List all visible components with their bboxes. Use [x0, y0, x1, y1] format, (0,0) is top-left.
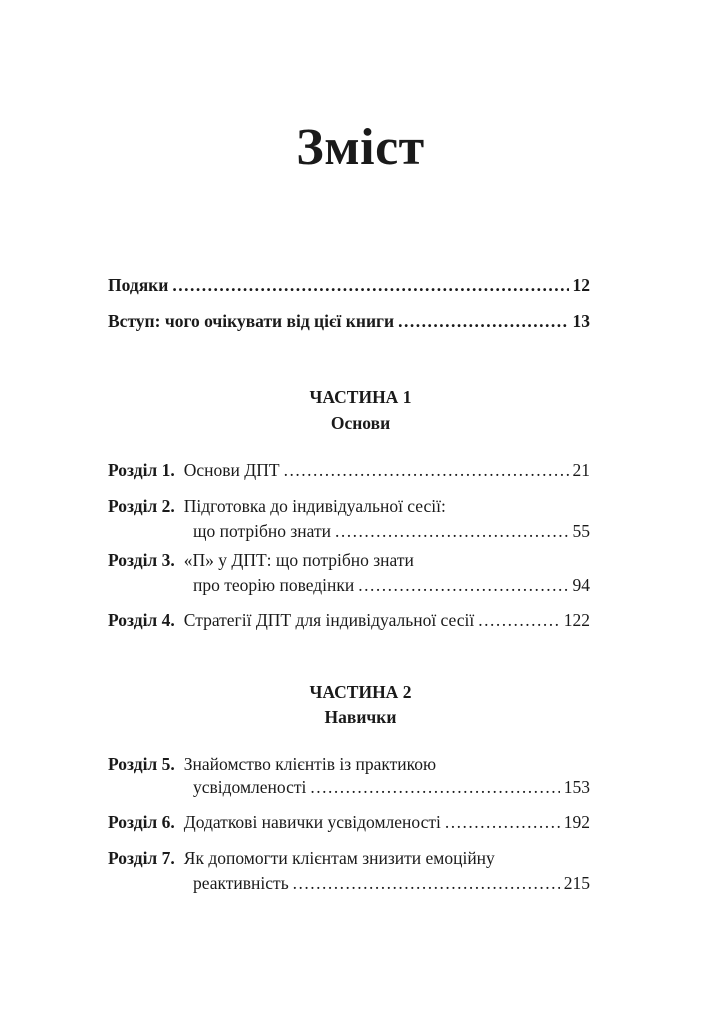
dot-leader [284, 457, 569, 483]
chapter-label: Розділ 4. [108, 610, 175, 630]
toc-page-number: 21 [572, 460, 590, 480]
dot-leader [445, 809, 560, 835]
dot-leader [293, 870, 560, 896]
toc-page-number: 153 [563, 777, 590, 797]
toc-entry-chapter-3[interactable] [108, 547, 590, 573]
chapter-label: Розділ 5. [108, 754, 175, 774]
part-heading: ЧАСТИНА 2 [309, 682, 412, 702]
toc-entry-chapter-4[interactable] [108, 607, 590, 633]
toc-page-number: 55 [572, 521, 590, 541]
dot-leader [478, 607, 560, 633]
toc-entry-chapter-2-cont[interactable] [108, 518, 590, 544]
toc-page-number: 215 [563, 873, 590, 893]
part-heading: ЧАСТИНА 1 [309, 387, 412, 407]
toc-entry-acknowledgements[interactable] [108, 272, 590, 298]
toc-entry-chapter-3-cont[interactable] [108, 572, 590, 598]
toc-entry-chapter-6[interactable] [108, 809, 590, 835]
chapter-title-cont: що потрібно знати [193, 521, 331, 541]
chapter-title: Знайомство клієнтів із практикою [183, 754, 437, 774]
chapter-title: Основи ДПТ [183, 460, 280, 480]
toc-entry-chapter-1[interactable] [108, 457, 590, 483]
chapter-title-cont: реактивність [193, 873, 289, 893]
chapter-title-cont: усвідомленості [193, 777, 307, 797]
chapter-title: Підготовка до індивідуальної сесії: [183, 496, 446, 516]
toc-page-number: 13 [572, 311, 590, 331]
chapter-title: Додаткові навички усвідомленості [183, 812, 441, 832]
dot-leader [398, 308, 568, 334]
page-title: Зміст [296, 119, 425, 176]
toc-page-number: 122 [563, 610, 590, 630]
dot-leader [358, 572, 568, 598]
chapter-label: Розділ 1. [108, 460, 175, 480]
toc-page-number: 94 [572, 575, 590, 595]
chapter-title: «П» у ДПТ: що потрібно знати [183, 550, 414, 570]
chapter-label: Розділ 7. [108, 848, 175, 868]
toc-page-number: 12 [572, 275, 590, 295]
toc-page-number: 192 [563, 812, 590, 832]
toc-entry-chapter-7-cont[interactable] [108, 870, 590, 896]
toc-entry-label: Подяки [108, 275, 169, 295]
part-subheading: Навички [324, 707, 397, 727]
toc-entry-chapter-2[interactable] [108, 493, 590, 519]
dot-leader [172, 272, 568, 298]
part-subheading: Основи [330, 413, 391, 433]
chapter-label: Розділ 3. [108, 550, 175, 570]
chapter-label: Розділ 2. [108, 496, 175, 516]
dot-leader [335, 518, 569, 544]
dot-leader [310, 774, 559, 800]
chapter-label: Розділ 6. [108, 812, 175, 832]
chapter-title: Як допомогти клієнтам знизити емоційну [183, 848, 495, 868]
toc-entry-label: Вступ: чого очікувати від цієї книги [108, 311, 395, 331]
toc-entry-introduction[interactable] [108, 308, 590, 334]
toc-entry-chapter-5-cont[interactable] [108, 774, 590, 800]
chapter-title-cont: про теорію поведінки [193, 575, 355, 595]
toc-entry-chapter-7[interactable] [108, 845, 590, 871]
chapter-title: Стратегії ДПТ для індивідуальної сесії [183, 610, 475, 630]
